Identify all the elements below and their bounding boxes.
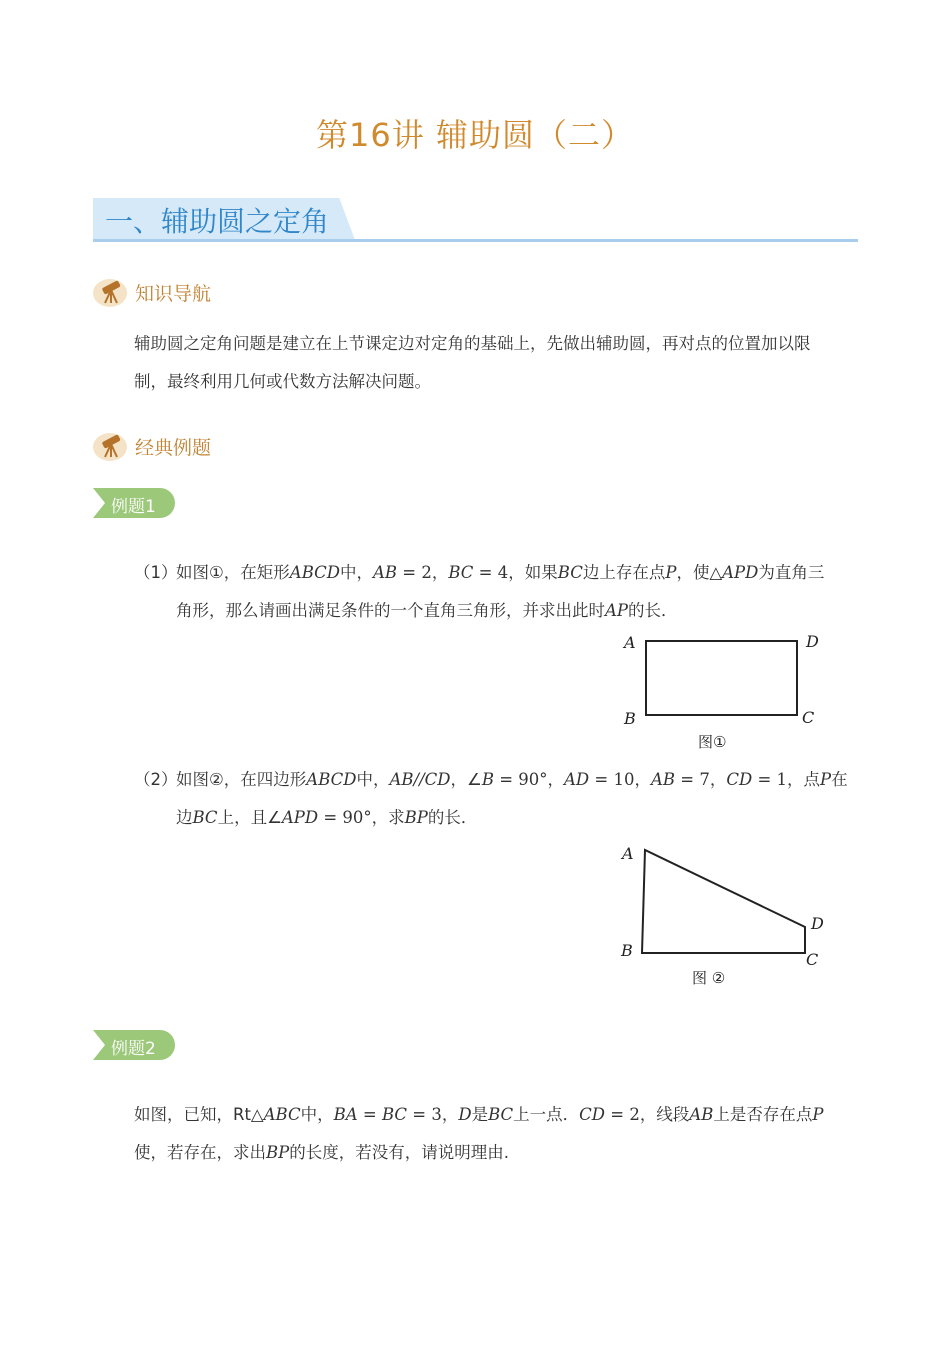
- fig2-label-a: A: [622, 844, 634, 863]
- fig1-label-b: B: [624, 709, 636, 728]
- example1-part1-line1: 如图①，在矩形ABCD中，AB = 2，BC = 4，如果BC边上存在点P，使△APD为直角三: [176, 563, 825, 582]
- example2-tag-label: 例题2: [111, 1039, 156, 1059]
- fig1-label-a: A: [624, 633, 636, 652]
- example1-tag: [93, 488, 175, 518]
- trapezoid-shape: [642, 850, 805, 953]
- fig1-caption: 图①: [698, 733, 727, 751]
- knowledge-line-1: 辅助圆之定角问题是建立在上节课定边对定角的基础上，先做出辅助圆，再对点的位置加以限: [134, 334, 811, 353]
- page-title: 第16讲 辅助圆（二）: [316, 116, 634, 154]
- knowledge-line-2: 制，最终利用几何或代数方法解决问题。: [134, 372, 431, 391]
- example1-part2-num: （2）: [134, 770, 178, 789]
- example1-part1-line2: 角形，那么请画出满足条件的一个直角三角形，并求出此时AP的长．: [176, 601, 678, 620]
- rectangle-shape: [646, 641, 797, 715]
- section-heading-band: [93, 198, 858, 242]
- fig1-label-c: C: [802, 708, 815, 727]
- example1-part1-num: （1）: [134, 563, 178, 582]
- fig2-label-c: C: [806, 950, 819, 969]
- example2-tag: [93, 1030, 175, 1060]
- figure-2-trapezoid: [612, 838, 837, 994]
- telescope-icon: [93, 276, 129, 308]
- knowledge-paragraph: [134, 325, 854, 401]
- example2-line1: 如图，已知，Rt△ABC中，BA = BC = 3，D是BC上一点．CD = 2，线段AB上是否存在点P: [134, 1105, 824, 1124]
- examples-subheading: [93, 430, 211, 462]
- example1-part2-line1: 如图②，在四边形ABCD中，AB//CD，∠B = 90°，AD = 10，AB = 7，CD = 1，点P在: [176, 770, 848, 789]
- example2-line2: 使，若存在，求出BP的长度，若没有，请说明理由.: [134, 1143, 509, 1162]
- fig2-label-b: B: [621, 941, 633, 960]
- fig1-label-d: D: [806, 632, 819, 651]
- example1-tag-label: 例题1: [111, 497, 156, 517]
- knowledge-subheading: [93, 276, 211, 308]
- knowledge-heading: 知识导航: [135, 282, 212, 305]
- telescope-icon: [93, 430, 129, 462]
- section-heading: 一、辅助圆之定角: [105, 205, 330, 238]
- fig2-label-d: D: [811, 914, 824, 933]
- examples-heading: 经典例题: [135, 436, 212, 459]
- fig2-caption: 图 ②: [692, 969, 726, 987]
- figure-1-rectangle: [615, 628, 835, 756]
- example1-part2-line2: 边BC上，且∠APD = 90°，求BP的长．: [176, 808, 478, 827]
